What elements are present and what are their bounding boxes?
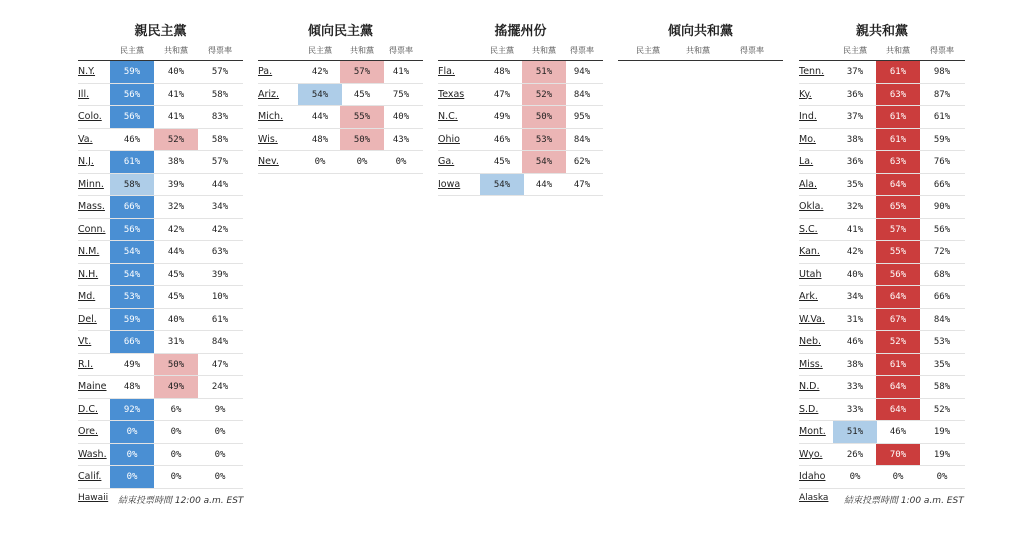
table-row xyxy=(78,309,243,332)
dem-share-cell: 0% xyxy=(110,466,154,488)
state-link[interactable]: Hawaii xyxy=(78,493,109,503)
dem-share-cell: 49% xyxy=(493,112,511,122)
table-row xyxy=(78,106,243,129)
state-link[interactable]: Okla. xyxy=(799,201,824,212)
table-row xyxy=(799,444,965,467)
dem-share-cell: 66% xyxy=(110,331,154,353)
dem-share-cell: 0% xyxy=(110,444,154,466)
turnout-cell: 40% xyxy=(392,112,410,122)
rep-share-cell: 51% xyxy=(522,61,566,83)
table-row xyxy=(78,174,243,197)
turnout-cell: 58% xyxy=(211,89,229,100)
table-row xyxy=(799,421,965,444)
header-dem: 民主黨 xyxy=(308,46,332,55)
state-link[interactable]: N.H. xyxy=(78,268,99,280)
state-link[interactable]: Wis. xyxy=(258,133,278,145)
turnout-cell: 35% xyxy=(933,359,951,370)
column-title: 親民主黨 xyxy=(134,24,187,39)
table-row xyxy=(799,354,965,377)
state-link[interactable]: Ohio xyxy=(438,133,460,145)
dem-share-cell: 54% xyxy=(298,84,342,106)
dem-share-cell: 49% xyxy=(123,359,141,370)
dem-share-cell: 33% xyxy=(846,404,864,415)
state-link[interactable]: N.J. xyxy=(78,156,94,167)
table-row xyxy=(799,84,965,107)
poll-close-note: 結束投票時間 1:00 a.m. EST xyxy=(844,496,964,506)
table-row xyxy=(78,331,243,354)
header-turnout: 得票率 xyxy=(570,46,594,55)
turnout-cell: 61% xyxy=(211,314,229,325)
table-row xyxy=(78,354,243,377)
state-link[interactable]: Maine xyxy=(78,381,107,392)
dem-share-cell: 36% xyxy=(846,89,864,100)
dem-share-cell: 92% xyxy=(110,399,154,421)
state-rows xyxy=(438,61,603,196)
dem-share-cell: 56% xyxy=(110,219,154,241)
table-row xyxy=(799,129,965,152)
turnout-cell: 43% xyxy=(392,134,410,145)
dem-share-cell: 54% xyxy=(110,264,154,286)
rep-share-cell: 40% xyxy=(167,314,185,325)
poll-close-note: 結束投票時間 12:00 a.m. EST xyxy=(118,496,244,506)
turnout-cell: 59% xyxy=(933,134,951,145)
rep-share-cell: 31% xyxy=(167,337,185,347)
dem-share-cell: 31% xyxy=(846,314,864,325)
table-row xyxy=(799,241,965,264)
header-turnout: 得票率 xyxy=(208,46,232,55)
rep-share-cell: 40% xyxy=(167,67,185,77)
turnout-cell: 44% xyxy=(211,179,229,190)
turnout-cell: 56% xyxy=(933,224,951,235)
state-link[interactable]: Va. xyxy=(78,133,93,145)
column-title: 親共和黨 xyxy=(855,24,908,39)
rep-share-cell: 61% xyxy=(876,106,920,128)
table-row xyxy=(799,174,965,197)
turnout-cell: 87% xyxy=(933,89,951,100)
table-row xyxy=(799,219,965,242)
state-link[interactable]: Iowa xyxy=(438,178,461,190)
state-link[interactable]: Conn. xyxy=(78,223,106,235)
header-turnout: 得票率 xyxy=(389,46,413,55)
turnout-cell: 57% xyxy=(211,157,229,167)
turnout-cell: 19% xyxy=(933,427,951,437)
turnout-cell: 62% xyxy=(573,157,591,167)
dem-share-cell: 51% xyxy=(833,421,877,443)
state-link[interactable]: Minn. xyxy=(78,178,104,190)
state-link[interactable]: R.I. xyxy=(78,358,94,370)
table-row xyxy=(438,84,603,107)
rep-share-cell: 49% xyxy=(154,376,198,398)
turnout-cell: 58% xyxy=(211,134,229,145)
column-header xyxy=(258,44,423,61)
turnout-cell: 90% xyxy=(933,202,951,212)
dem-share-cell: 32% xyxy=(846,202,864,212)
header-turnout: 得票率 xyxy=(740,46,764,55)
turnout-cell: 84% xyxy=(573,89,591,100)
rep-share-cell: 45% xyxy=(167,292,185,302)
turnout-cell: 76% xyxy=(933,157,951,167)
dem-share-cell: 37% xyxy=(846,112,864,122)
rep-share-cell: 63% xyxy=(876,84,920,106)
turnout-cell: 34% xyxy=(211,202,229,212)
state-rows xyxy=(799,61,965,489)
turnout-cell: 83% xyxy=(211,112,229,122)
dem-share-cell: 56% xyxy=(110,106,154,128)
state-link[interactable]: Wash. xyxy=(78,448,107,460)
state-link[interactable]: Md. xyxy=(78,291,96,302)
header-dem: 民主黨 xyxy=(843,46,867,55)
rep-share-cell: 0% xyxy=(892,472,904,482)
dem-share-cell: 0% xyxy=(849,472,861,482)
table-row xyxy=(258,129,423,152)
rep-share-cell: 54% xyxy=(522,151,566,173)
state-link[interactable]: Ariz. xyxy=(258,88,280,100)
turnout-cell: 10% xyxy=(211,292,229,302)
dem-share-cell: 45% xyxy=(493,157,511,167)
header-dem: 民主黨 xyxy=(636,46,660,55)
dem-share-cell: 0% xyxy=(314,157,326,167)
dem-share-cell: 36% xyxy=(846,157,864,167)
state-link[interactable]: Calif. xyxy=(78,471,102,482)
state-link[interactable]: Nev. xyxy=(258,156,279,167)
table-row xyxy=(78,196,243,219)
dem-share-cell: 37% xyxy=(846,67,864,77)
column-title: 搖擺州份 xyxy=(494,24,547,39)
header-rep: 共和黨 xyxy=(886,46,910,55)
header-turnout: 得票率 xyxy=(930,46,954,55)
dem-share-cell: 42% xyxy=(846,247,864,257)
state-link[interactable]: Miss. xyxy=(799,358,823,370)
header-dem: 民主黨 xyxy=(120,46,144,55)
dem-share-cell: 41% xyxy=(846,224,864,235)
table-row xyxy=(438,61,603,84)
turnout-cell: 68% xyxy=(933,269,951,280)
rep-share-cell: 61% xyxy=(876,354,920,376)
state-link[interactable]: N.Y. xyxy=(78,66,96,77)
dem-share-cell: 46% xyxy=(846,337,864,347)
table-row xyxy=(799,376,965,399)
rep-share-cell: 56% xyxy=(876,264,920,286)
dem-share-cell: 47% xyxy=(493,89,511,100)
state-link[interactable]: W.Va. xyxy=(799,313,825,325)
state-link[interactable]: La. xyxy=(799,156,814,167)
rep-share-cell: 53% xyxy=(522,129,566,151)
state-link[interactable]: S.D. xyxy=(799,403,819,415)
rep-share-cell: 0% xyxy=(170,472,182,482)
table-row xyxy=(438,106,603,129)
state-link[interactable]: Idaho xyxy=(799,471,826,482)
rep-share-cell: 41% xyxy=(167,89,185,100)
turnout-cell: 47% xyxy=(573,179,591,190)
turnout-cell: 72% xyxy=(933,247,951,257)
table-row xyxy=(78,421,243,444)
table-row xyxy=(799,61,965,84)
dem-share-cell: 54% xyxy=(480,174,524,196)
state-link[interactable]: Mont. xyxy=(799,426,826,437)
state-link[interactable]: Kan. xyxy=(799,246,820,257)
turnout-cell: 39% xyxy=(211,269,229,280)
turnout-cell: 84% xyxy=(211,337,229,347)
rep-share-cell: 50% xyxy=(522,106,566,128)
table-row xyxy=(78,129,243,152)
table-row xyxy=(799,264,965,287)
turnout-cell: 24% xyxy=(211,382,229,392)
table-row xyxy=(78,399,243,422)
state-link[interactable]: Ill. xyxy=(78,88,90,100)
rep-share-cell: 55% xyxy=(876,241,920,263)
dem-share-cell: 33% xyxy=(846,382,864,392)
column-header xyxy=(618,44,783,61)
column-header xyxy=(438,44,603,61)
rep-share-cell: 64% xyxy=(876,399,920,421)
rep-share-cell: 0% xyxy=(170,427,182,437)
state-link[interactable]: Ga. xyxy=(438,156,455,167)
dem-share-cell: 53% xyxy=(110,286,154,308)
rep-share-cell: 38% xyxy=(167,157,185,167)
table-row xyxy=(258,61,423,84)
rep-share-cell: 52% xyxy=(876,331,920,353)
rep-share-cell: 52% xyxy=(154,129,198,151)
turnout-cell: 57% xyxy=(211,67,229,77)
turnout-cell: 42% xyxy=(211,224,229,235)
dem-share-cell: 66% xyxy=(110,196,154,218)
dem-share-cell: 40% xyxy=(846,269,864,280)
turnout-cell: 0% xyxy=(214,427,226,437)
state-link[interactable]: Mo. xyxy=(799,133,816,145)
turnout-cell: 94% xyxy=(573,67,591,77)
state-rows xyxy=(78,61,243,489)
rep-share-cell: 42% xyxy=(167,224,185,235)
dem-share-cell: 56% xyxy=(110,84,154,106)
turnout-cell: 66% xyxy=(933,292,951,302)
state-link[interactable]: Ore. xyxy=(78,426,99,437)
rep-share-cell: 64% xyxy=(876,376,920,398)
dem-share-cell: 46% xyxy=(493,134,511,145)
dem-share-cell: 26% xyxy=(846,449,864,460)
rep-share-cell: 61% xyxy=(876,129,920,151)
dem-share-cell: 61% xyxy=(110,151,154,173)
state-link[interactable]: Utah xyxy=(799,268,822,280)
dem-share-cell: 59% xyxy=(110,61,154,83)
state-link[interactable]: Alaska xyxy=(799,493,829,503)
header-rep: 共和黨 xyxy=(686,46,710,55)
dem-share-cell: 59% xyxy=(110,309,154,331)
turnout-cell: 41% xyxy=(392,67,410,77)
turnout-cell: 53% xyxy=(933,337,951,347)
turnout-cell: 0% xyxy=(936,472,948,482)
state-link[interactable]: Fla. xyxy=(438,66,455,77)
turnout-cell: 19% xyxy=(933,449,951,460)
table-row xyxy=(258,106,423,129)
table-row xyxy=(799,466,965,489)
state-link[interactable]: Mich. xyxy=(258,111,284,122)
table-row xyxy=(438,129,603,152)
dem-share-cell: 38% xyxy=(846,359,864,370)
header-dem: 民主黨 xyxy=(490,46,514,55)
state-link[interactable]: Del. xyxy=(78,313,97,325)
table-row xyxy=(799,399,965,422)
rep-share-cell: 50% xyxy=(340,129,384,151)
column-header xyxy=(799,44,965,61)
state-link[interactable]: Texas xyxy=(438,88,465,100)
rep-share-cell: 44% xyxy=(167,247,185,257)
table-row xyxy=(78,151,243,174)
state-link[interactable]: Neb. xyxy=(799,336,822,347)
turnout-cell: 84% xyxy=(573,134,591,145)
rep-share-cell: 70% xyxy=(876,444,920,466)
dem-share-cell: 48% xyxy=(311,134,329,145)
turnout-cell: 0% xyxy=(395,157,407,167)
state-link[interactable]: Colo. xyxy=(78,111,102,122)
table-row xyxy=(78,444,243,467)
turnout-cell: 58% xyxy=(933,382,951,392)
turnout-cell: 0% xyxy=(214,472,226,482)
table-row xyxy=(799,331,965,354)
rep-share-cell: 0% xyxy=(170,449,182,460)
rep-share-cell: 63% xyxy=(876,151,920,173)
header-rep: 共和黨 xyxy=(164,46,188,55)
rep-share-cell: 44% xyxy=(535,179,553,190)
table-row xyxy=(799,309,965,332)
table-row xyxy=(78,241,243,264)
dem-share-cell: 48% xyxy=(123,382,141,392)
turnout-cell: 9% xyxy=(214,404,226,415)
table-row xyxy=(438,151,603,174)
state-link[interactable]: N.D. xyxy=(799,381,820,392)
dem-share-cell: 54% xyxy=(110,241,154,263)
dem-share-cell: 44% xyxy=(311,112,329,122)
table-row xyxy=(78,286,243,309)
rep-share-cell: 64% xyxy=(876,286,920,308)
rep-share-cell: 46% xyxy=(889,427,907,437)
table-row xyxy=(78,376,243,399)
state-link[interactable]: Wyo. xyxy=(799,448,823,460)
table-row xyxy=(78,219,243,242)
rep-share-cell: 55% xyxy=(340,106,384,128)
rep-share-cell: 0% xyxy=(356,157,368,167)
rep-share-cell: 64% xyxy=(876,174,920,196)
turnout-cell: 98% xyxy=(933,67,951,77)
dem-share-cell: 34% xyxy=(846,292,864,302)
rep-share-cell: 32% xyxy=(167,202,185,212)
column-title: 傾向共和黨 xyxy=(667,24,733,39)
table-row xyxy=(78,84,243,107)
dem-share-cell: 42% xyxy=(311,67,329,77)
state-link[interactable]: Tenn. xyxy=(799,66,825,77)
turnout-cell: 84% xyxy=(933,314,951,325)
table-row xyxy=(438,174,603,197)
table-row xyxy=(78,264,243,287)
rep-share-cell: 6% xyxy=(170,404,182,415)
rep-share-cell: 45% xyxy=(167,269,185,280)
rep-share-cell: 57% xyxy=(876,219,920,241)
dem-share-cell: 0% xyxy=(110,421,154,443)
turnout-cell: 61% xyxy=(933,112,951,122)
rep-share-cell: 41% xyxy=(167,112,185,122)
rep-share-cell: 39% xyxy=(167,179,185,190)
table-row xyxy=(799,196,965,219)
state-link[interactable]: Vt. xyxy=(78,336,92,347)
state-link[interactable]: Mass. xyxy=(78,201,105,212)
dem-share-cell: 35% xyxy=(846,179,864,190)
table-row xyxy=(799,286,965,309)
rep-share-cell: 50% xyxy=(154,354,198,376)
state-link[interactable]: N.M. xyxy=(78,246,100,257)
rep-share-cell: 61% xyxy=(876,61,920,83)
state-link[interactable]: Ind. xyxy=(799,111,817,122)
state-link[interactable]: D.C. xyxy=(78,403,98,415)
rep-share-cell: 45% xyxy=(353,89,371,100)
state-rows xyxy=(258,61,423,174)
turnout-cell: 95% xyxy=(573,112,591,122)
dem-share-cell: 46% xyxy=(123,134,141,145)
state-link[interactable]: Ark. xyxy=(799,291,818,302)
state-link[interactable]: S.C. xyxy=(799,223,818,235)
table-row xyxy=(258,151,423,174)
column-header xyxy=(78,44,243,61)
turnout-cell: 47% xyxy=(211,359,229,370)
table-row xyxy=(78,61,243,84)
turnout-cell: 66% xyxy=(933,179,951,190)
state-link[interactable]: Pa. xyxy=(258,66,273,77)
turnout-cell: 0% xyxy=(214,449,226,460)
table-row xyxy=(799,151,965,174)
header-rep: 共和黨 xyxy=(350,46,374,55)
dem-share-cell: 38% xyxy=(846,134,864,145)
table-row xyxy=(799,106,965,129)
table-row xyxy=(78,466,243,489)
turnout-cell: 52% xyxy=(933,404,951,415)
rep-share-cell: 65% xyxy=(876,196,920,218)
table-row xyxy=(258,84,423,107)
dem-share-cell: 48% xyxy=(493,67,511,77)
rep-share-cell: 57% xyxy=(340,61,384,83)
rep-share-cell: 52% xyxy=(522,84,566,106)
header-rep: 共和黨 xyxy=(532,46,556,55)
state-link[interactable]: Ky. xyxy=(799,88,812,100)
dem-share-cell: 58% xyxy=(110,174,154,196)
column-title: 傾向民主黨 xyxy=(307,24,373,39)
turnout-cell: 75% xyxy=(392,89,410,100)
turnout-cell: 63% xyxy=(211,247,229,257)
state-link[interactable]: N.C. xyxy=(438,111,458,122)
rep-share-cell: 67% xyxy=(876,309,920,331)
state-link[interactable]: Ala. xyxy=(799,178,817,190)
